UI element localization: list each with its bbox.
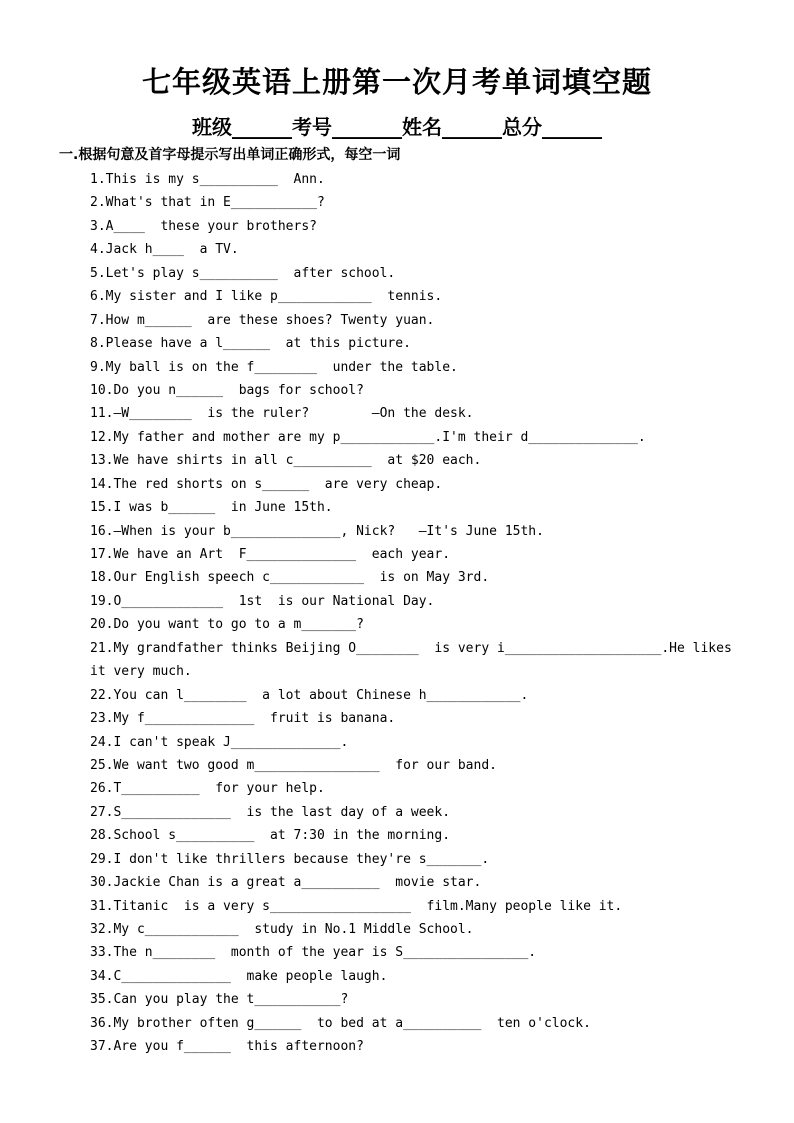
question-32: 32.My c____________ study in No.1 Middle School.: [90, 922, 474, 937]
page-title: 七年级英语上册第一次月考单词填空题: [141, 65, 652, 99]
question-25: 25.We want two good m________________ for our band.: [90, 757, 497, 773]
question-21: 21.My grandfather thinks Beijing O________ is very i____________________.He likes: [90, 640, 732, 656]
question-1: 1.This is my s__________ Ann.: [90, 172, 325, 187]
question-22: 22.You can l________ a lot about Chinese h____________.: [90, 687, 529, 703]
question-9: 9.My ball is on the f________ under the table.: [90, 359, 458, 375]
question-3: 3.A____ these your brothers?: [90, 218, 317, 234]
question-4: 4.Jack h____ a TV.: [90, 242, 239, 258]
question-14: 14.The red shorts on s______ are very cheap.: [90, 476, 443, 492]
question-6: 6.My sister and I like p____________ tennis.: [90, 289, 443, 305]
question-7: 7.How m______ are these shoes? Twenty yuan.: [90, 312, 435, 328]
question-13: 13.We have shirts in all c__________ at $20 each.: [90, 453, 482, 469]
question-18: 18.Our English speech c____________ is on May 3rd.: [90, 570, 490, 586]
student-info-line: 班级______考号_______姓名______总分______: [192, 115, 602, 139]
question-17: 17.We have an Art F______________ each year.: [90, 547, 451, 562]
question-2: 2.What's that in E___________?: [90, 195, 325, 211]
question-29: 29.I don't like thrillers because they're s_______.: [90, 851, 490, 867]
question-23: 23.My f______________ fruit is banana.: [90, 711, 396, 727]
question-19: 19.O_____________ 1st is our National Day.: [90, 593, 435, 609]
question-30: 30.Jackie Chan is a great a__________ movie star.: [90, 875, 482, 891]
question-5: 5.Let's play s__________ after school.: [90, 265, 396, 281]
question-8: 8.Please have a l______ at this picture.: [90, 336, 411, 352]
question-33: 33.The n________ month of the year is S________________.: [90, 945, 537, 961]
question-10: 10.Do you n______ bags for school?: [90, 382, 364, 398]
question-20: 20.Do you want to go to a m_______?: [90, 617, 364, 633]
question-28: 28.School s__________ at 7:30 in the morning.: [90, 828, 451, 844]
question-21-continuation: it very much.: [90, 664, 192, 680]
question-36: 36.My brother often g______ to bed at a__________ ten o'clock.: [90, 1015, 591, 1031]
question-15: 15.I was b______ in June 15th.: [90, 500, 333, 516]
question-35: 35.Can you play the t___________?: [90, 992, 349, 1008]
question-37: 37.Are you f______ this afternoon?: [90, 1039, 364, 1055]
question-27: 27.S______________ is the last day of a week.: [90, 804, 451, 820]
question-12: 12.My father and mother are my p____________.I'm their d______________.: [90, 429, 646, 445]
question-24: 24.I can't speak J______________.: [90, 734, 349, 750]
question-26: 26.T__________ for your help.: [90, 781, 325, 797]
question-list: [59, 168, 739, 1059]
section-heading: 一.根据句意及首字母提示写出单词正确形式，每空一词: [59, 147, 401, 163]
question-31: 31.Titanic is a very s__________________ film.Many people like it.: [90, 898, 623, 914]
question-11: 11.—W________ is the ruler? —On the desk.: [90, 406, 474, 422]
question-16: 16.—When is your b______________, Nick? —It's June 15th.: [90, 523, 544, 539]
question-34: 34.C______________ make people laugh.: [90, 968, 388, 984]
